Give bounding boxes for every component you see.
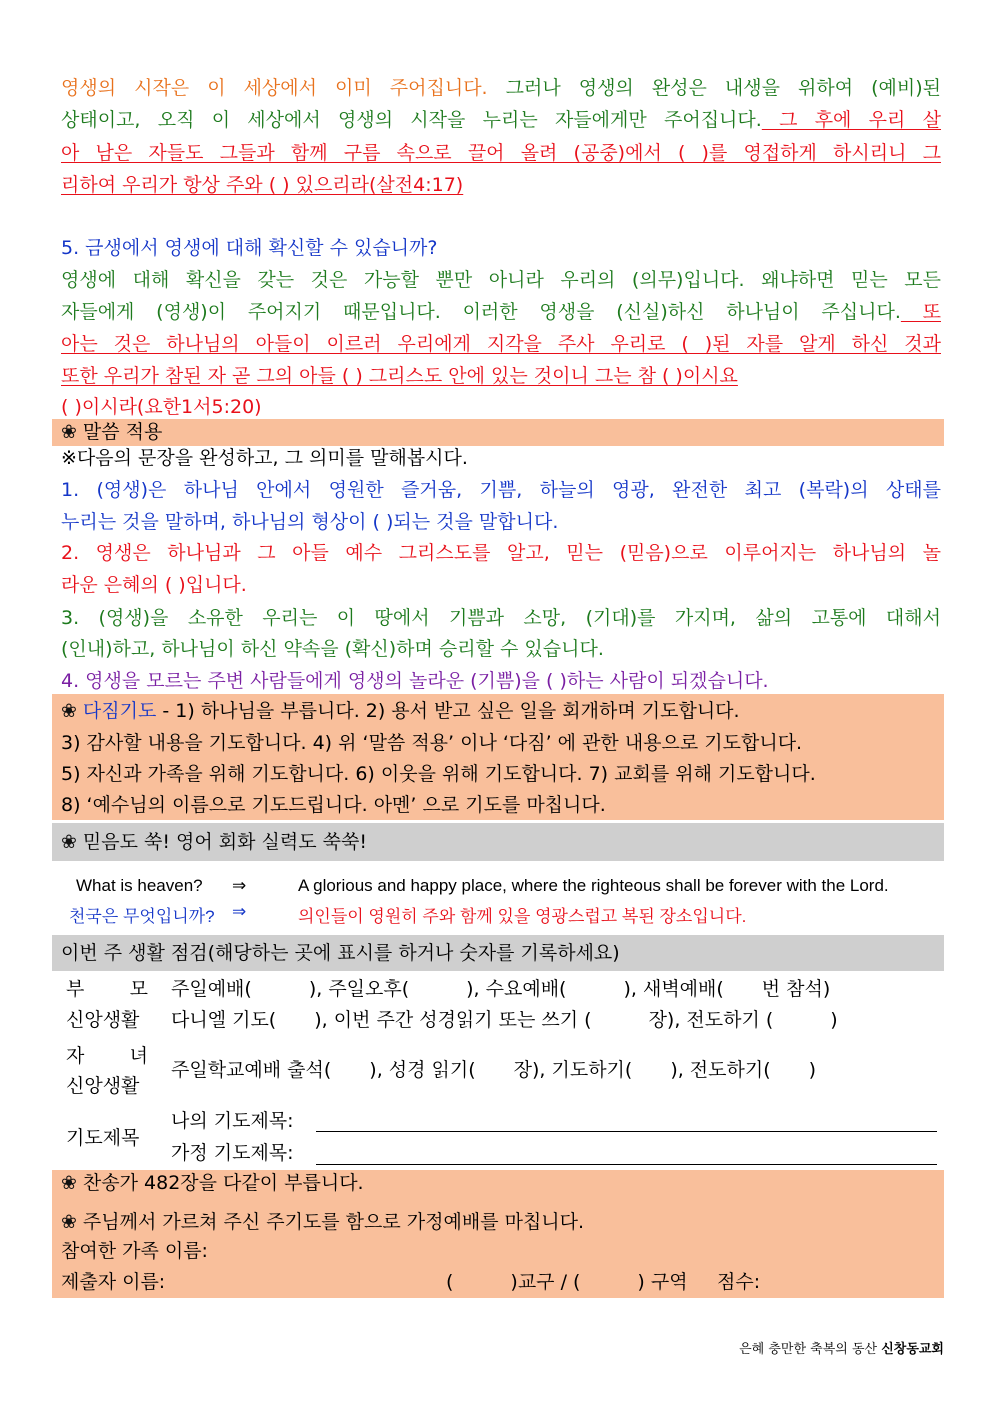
apply-title: 말씀 적용	[82, 421, 163, 443]
my-prayer-line[interactable]	[316, 1131, 937, 1132]
scripture-quote	[61, 170, 941, 200]
scripture-quote: 아 남은 자들도 그들과 함께 구름 속으로 끌어 올려 (공중)에서 ( )를 영접하게 하시리니 그	[61, 142, 941, 164]
english-title: 믿음도 쑥! 영어 회화 실력도 쑥쑥!	[82, 831, 367, 853]
hymn-line	[61, 1168, 941, 1198]
family-prayer-label: 가정 기도제목:	[171, 1142, 294, 1164]
score-label: 점수:	[717, 1271, 761, 1293]
family-names-label: 참여한 가족 이름:	[61, 1240, 208, 1262]
lords-prayer-text: 주님께서 가르쳐 주신 주기도를 함으로 가정예배를 마칩니다.	[82, 1211, 585, 1233]
korean-answer: 의인들이 영원히 주와 함께 있을 영광스럽고 복된 장소입니다.	[298, 907, 747, 926]
prayer-title: 다짐기도	[82, 700, 157, 722]
s4-line-1	[61, 73, 941, 103]
child-activity-row: 주일학교예배 출석( ), 성경 읽기( 장), 기도하기( ), 전도하기( )	[171, 1059, 817, 1081]
hymn-text: 찬송가 482장을 다같이 부릅니다.	[82, 1172, 364, 1194]
scripture-ref: 리하여 우리가 항상 주와 ( ) 있으리라(살전4:17)	[61, 174, 464, 196]
s5-line-2	[61, 297, 941, 327]
footer	[739, 1338, 944, 1357]
s4-text: 영생의 시작은 이 세상에서 이미 주어집니다.	[61, 77, 488, 99]
parent-attendance-row: 주일예배( ), 주일오후( ), 수요예배( ), 새벽예배( 번 참석)	[171, 978, 831, 1000]
korean-question: 천국은 무엇입니까?	[69, 907, 215, 926]
scripture-quote	[61, 361, 941, 391]
english-header-band	[52, 823, 944, 861]
s5-text: 자들에게 (영생)이 주어지기 때문입니다. 이러한 영생을 (신실)하신 하나님이 주십니다.	[61, 301, 901, 323]
prayer-line-4: 8) ‘예수님의 이름으로 기도드립니다. 아멘’ 으로 기도를 마칩니다.	[61, 794, 606, 816]
flower-icon: ❀	[61, 700, 77, 722]
s4-line-2	[61, 105, 941, 135]
apply-item-4: 4. 영생을 모르는 주변 사람들에게 영생의 놀라운 (기쁨)을 ( )하는 사람이 되겠습니다.	[61, 670, 769, 692]
parent-activity-row: 다니엘 기도( ), 이번 주간 성경읽기 또는 쓰기 ( 장), 전도하기 ( )	[171, 1009, 838, 1031]
apply-header	[61, 419, 162, 446]
prayer-step: - 1) 하나님을 부릅니다. 2) 용서 받고 싶은 일을 회개하며 기도합니다.	[156, 700, 740, 722]
arrow-icon: ⇒	[232, 902, 247, 921]
child-label: 자 녀	[66, 1045, 148, 1067]
english-header	[61, 823, 367, 861]
prayer-line-1	[61, 696, 941, 726]
s4-text: 상태이고, 오직 이 세상에서 영생의 시작을 누리는 자들에게만 주어집니다.	[61, 109, 762, 131]
family-prayer-line[interactable]	[316, 1164, 937, 1165]
district-field: ( )교구 / ( ) 구역	[446, 1271, 688, 1293]
prayer-topic-label: 기도제목	[66, 1127, 140, 1149]
scripture-quote: 또	[900, 301, 941, 323]
apply-item-2: 라운 은혜의 ( )입니다.	[61, 574, 247, 596]
s5-line-1: 영생에 대해 확신을 갖는 것은 가능할 뿐만 아니라 우리의 (의무)입니다. 왜냐하면 믿는 모든	[61, 269, 941, 291]
s4-text: 그러나 영생의 완성은 내생을 위하여 (예비)된	[487, 77, 941, 99]
child-label: 신앙생활	[66, 1075, 140, 1097]
check-header-band	[52, 935, 944, 971]
english-question: What is heaven?	[76, 876, 203, 895]
flower-icon: ❀	[61, 421, 77, 443]
prayer-line-3: 5) 자신과 가족을 위해 기도합니다. 6) 이웃을 위해 기도합니다. 7) 교회를 위해 기도합니다.	[61, 763, 816, 785]
scripture-quote: 아는 것은 하나님의 아들이 이르러 우리에게 지각을 주사 우리로 ( )된 자를 알게 하신 것과	[61, 333, 941, 355]
flower-icon: ❀	[61, 1211, 77, 1233]
apply-item-3: 3. (영생)을 소유한 우리는 이 땅에서 기쁨과 소망, (기대)를 가지며, 삶의 고통에 대해서	[61, 607, 941, 629]
apply-item-3: (인내)하고, 하나님이 하신 약속을 (확신)하며 승리할 수 있습니다.	[61, 638, 604, 660]
english-answer: A glorious and happy place, where the righteous shall be forever with the Lord.	[298, 876, 889, 895]
submitter-label: 제출자 이름:	[61, 1271, 166, 1293]
my-prayer-label: 나의 기도제목:	[171, 1110, 294, 1132]
flower-icon: ❀	[61, 831, 77, 853]
scripture-text: 또한 우리가 참된 자 곧 그의 아들 ( ) 그리스도 안에 있는 것이니 그는 참 ( )이시요	[61, 365, 738, 387]
apply-item-1: 1. (영생)은 하나님 안에서 영원한 즐거움, 기쁨, 하늘의 영광, 완전한 최고 (복락)의 상태를	[61, 479, 941, 501]
apply-intro: ※다음의 문장을 완성하고, 그 의미를 말해봅시다.	[61, 447, 468, 469]
lords-prayer-line	[61, 1207, 941, 1237]
arrow-icon: ⇒	[232, 876, 247, 895]
church-name: 신창동교회	[881, 1342, 944, 1357]
flower-icon: ❀	[61, 1172, 77, 1194]
apply-header-band	[52, 419, 944, 446]
parent-label: 부 모	[66, 978, 148, 1000]
parent-label: 신앙생활	[66, 1009, 140, 1031]
footer-slogan: 은혜 충만한 축복의 동산	[739, 1342, 878, 1357]
scripture-ref: ( )이시라(요한1서5:20)	[61, 396, 262, 418]
check-header: 이번 주 생활 점검(해당하는 곳에 표시를 하거나 숫자를 기록하세요)	[61, 942, 620, 964]
question-5: 5. 금생에서 영생에 대해 확신할 수 있습니까?	[61, 237, 438, 259]
scripture-quote: 그 후에 우리 살	[761, 109, 941, 131]
prayer-line-2: 3) 감사할 내용을 기도합니다. 4) 위 ‘말씀 적용’ 이나 ‘다짐’ 에 관한 내용으로 기도합니다.	[61, 732, 803, 754]
apply-item-2: 2. 영생은 하나님과 그 아들 예수 그리스도를 알고, 믿는 (믿음)으로 이루어지는 하나님의 놀	[61, 542, 941, 564]
apply-item-1: 누리는 것을 말하며, 하나님의 형상이 ( )되는 것을 말합니다.	[61, 511, 559, 533]
